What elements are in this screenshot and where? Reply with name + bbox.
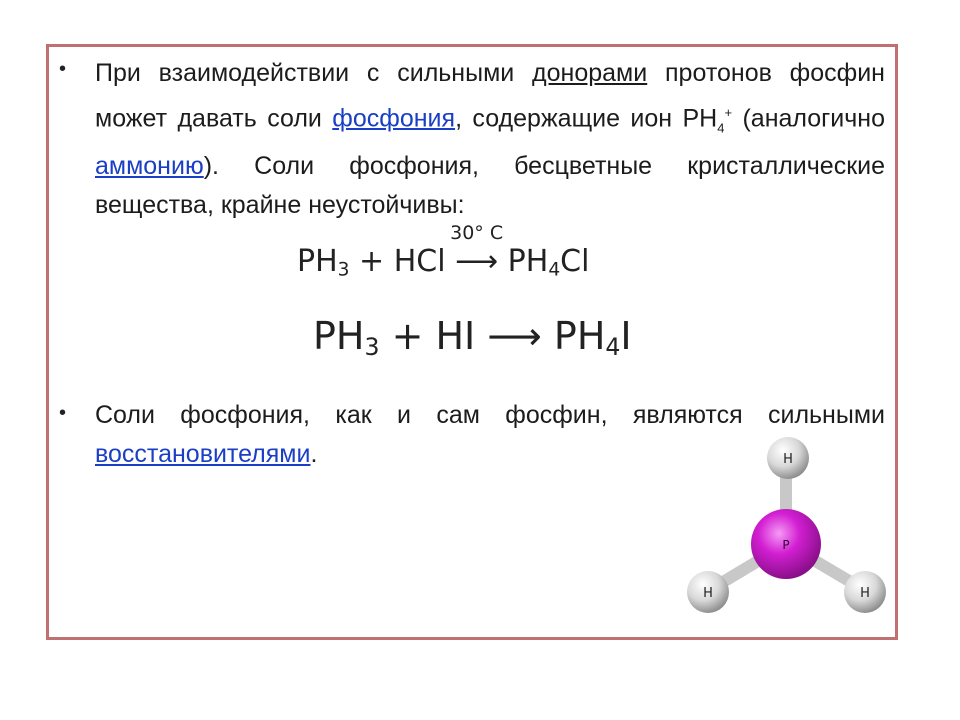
phosphine-molecule: [678, 436, 898, 636]
eq2-rhs-tail: I: [620, 314, 632, 358]
eq1-lhs-a-sub: 3: [337, 259, 350, 281]
eq2-rhs: PH: [541, 314, 606, 358]
eq1-lhs-a: PH: [297, 244, 338, 279]
eq1-arrow: ⟶: [455, 244, 499, 279]
bullet-1: •: [59, 58, 67, 80]
atom-p-center: [751, 509, 821, 579]
equation-1: [297, 222, 590, 281]
atom-h-top-label: H: [783, 452, 793, 467]
eq1-rhs-sub: 4: [548, 259, 561, 281]
eq1-rhs: PH: [498, 244, 549, 279]
eq2-lhs-a-sub: 3: [364, 332, 380, 361]
p1-text-4: (аналогично: [732, 104, 885, 133]
link-donors[interactable]: донорами: [532, 59, 648, 87]
p1-subscript: 4: [717, 120, 725, 136]
eq2-arrow: ⟶: [487, 314, 542, 358]
p1-text-5: ). Соли фосфония, бесцветные кристаллические вещества, крайне неустойчивы:: [95, 152, 885, 220]
eq1-lhs-b: HCl: [393, 244, 456, 279]
eq1-plus: +: [349, 244, 394, 279]
p1-text-1: При взаимодействии с сильными: [95, 59, 533, 87]
link-phosphonium[interactable]: фосфония: [332, 104, 456, 133]
bullet-2: •: [59, 402, 67, 424]
p1-text-3: , содержащие ион PH: [455, 104, 718, 133]
eq2-rhs-sub: 4: [605, 332, 621, 361]
eq1-condition: 30° C: [450, 222, 504, 244]
eq2-plus: +: [379, 314, 436, 358]
atom-p-label: P: [782, 538, 790, 552]
eq2-lhs-a: PH: [313, 314, 365, 358]
p1-superscript: +: [724, 105, 733, 120]
link-ammonium[interactable]: аммонию: [95, 152, 204, 181]
atom-h-left-label: H: [703, 586, 713, 601]
link-reducers[interactable]: восстановителями: [95, 440, 311, 468]
paragraph-1: [95, 54, 885, 225]
equation-2: [313, 314, 632, 361]
eq1-rhs-tail: Cl: [560, 244, 590, 279]
p2-text-1: Соли фосфония, как и сам фосфин, являются сильными: [95, 401, 885, 429]
p1-text-2: протонов фосфин может давать соли: [95, 59, 885, 133]
atom-h-right: [844, 571, 886, 613]
atom-h-top: [767, 437, 809, 479]
atom-h-left: [687, 571, 729, 613]
eq2-lhs-b: HI: [435, 314, 488, 358]
p2-text-2: .: [310, 440, 318, 468]
atom-h-right-label: H: [860, 586, 870, 601]
